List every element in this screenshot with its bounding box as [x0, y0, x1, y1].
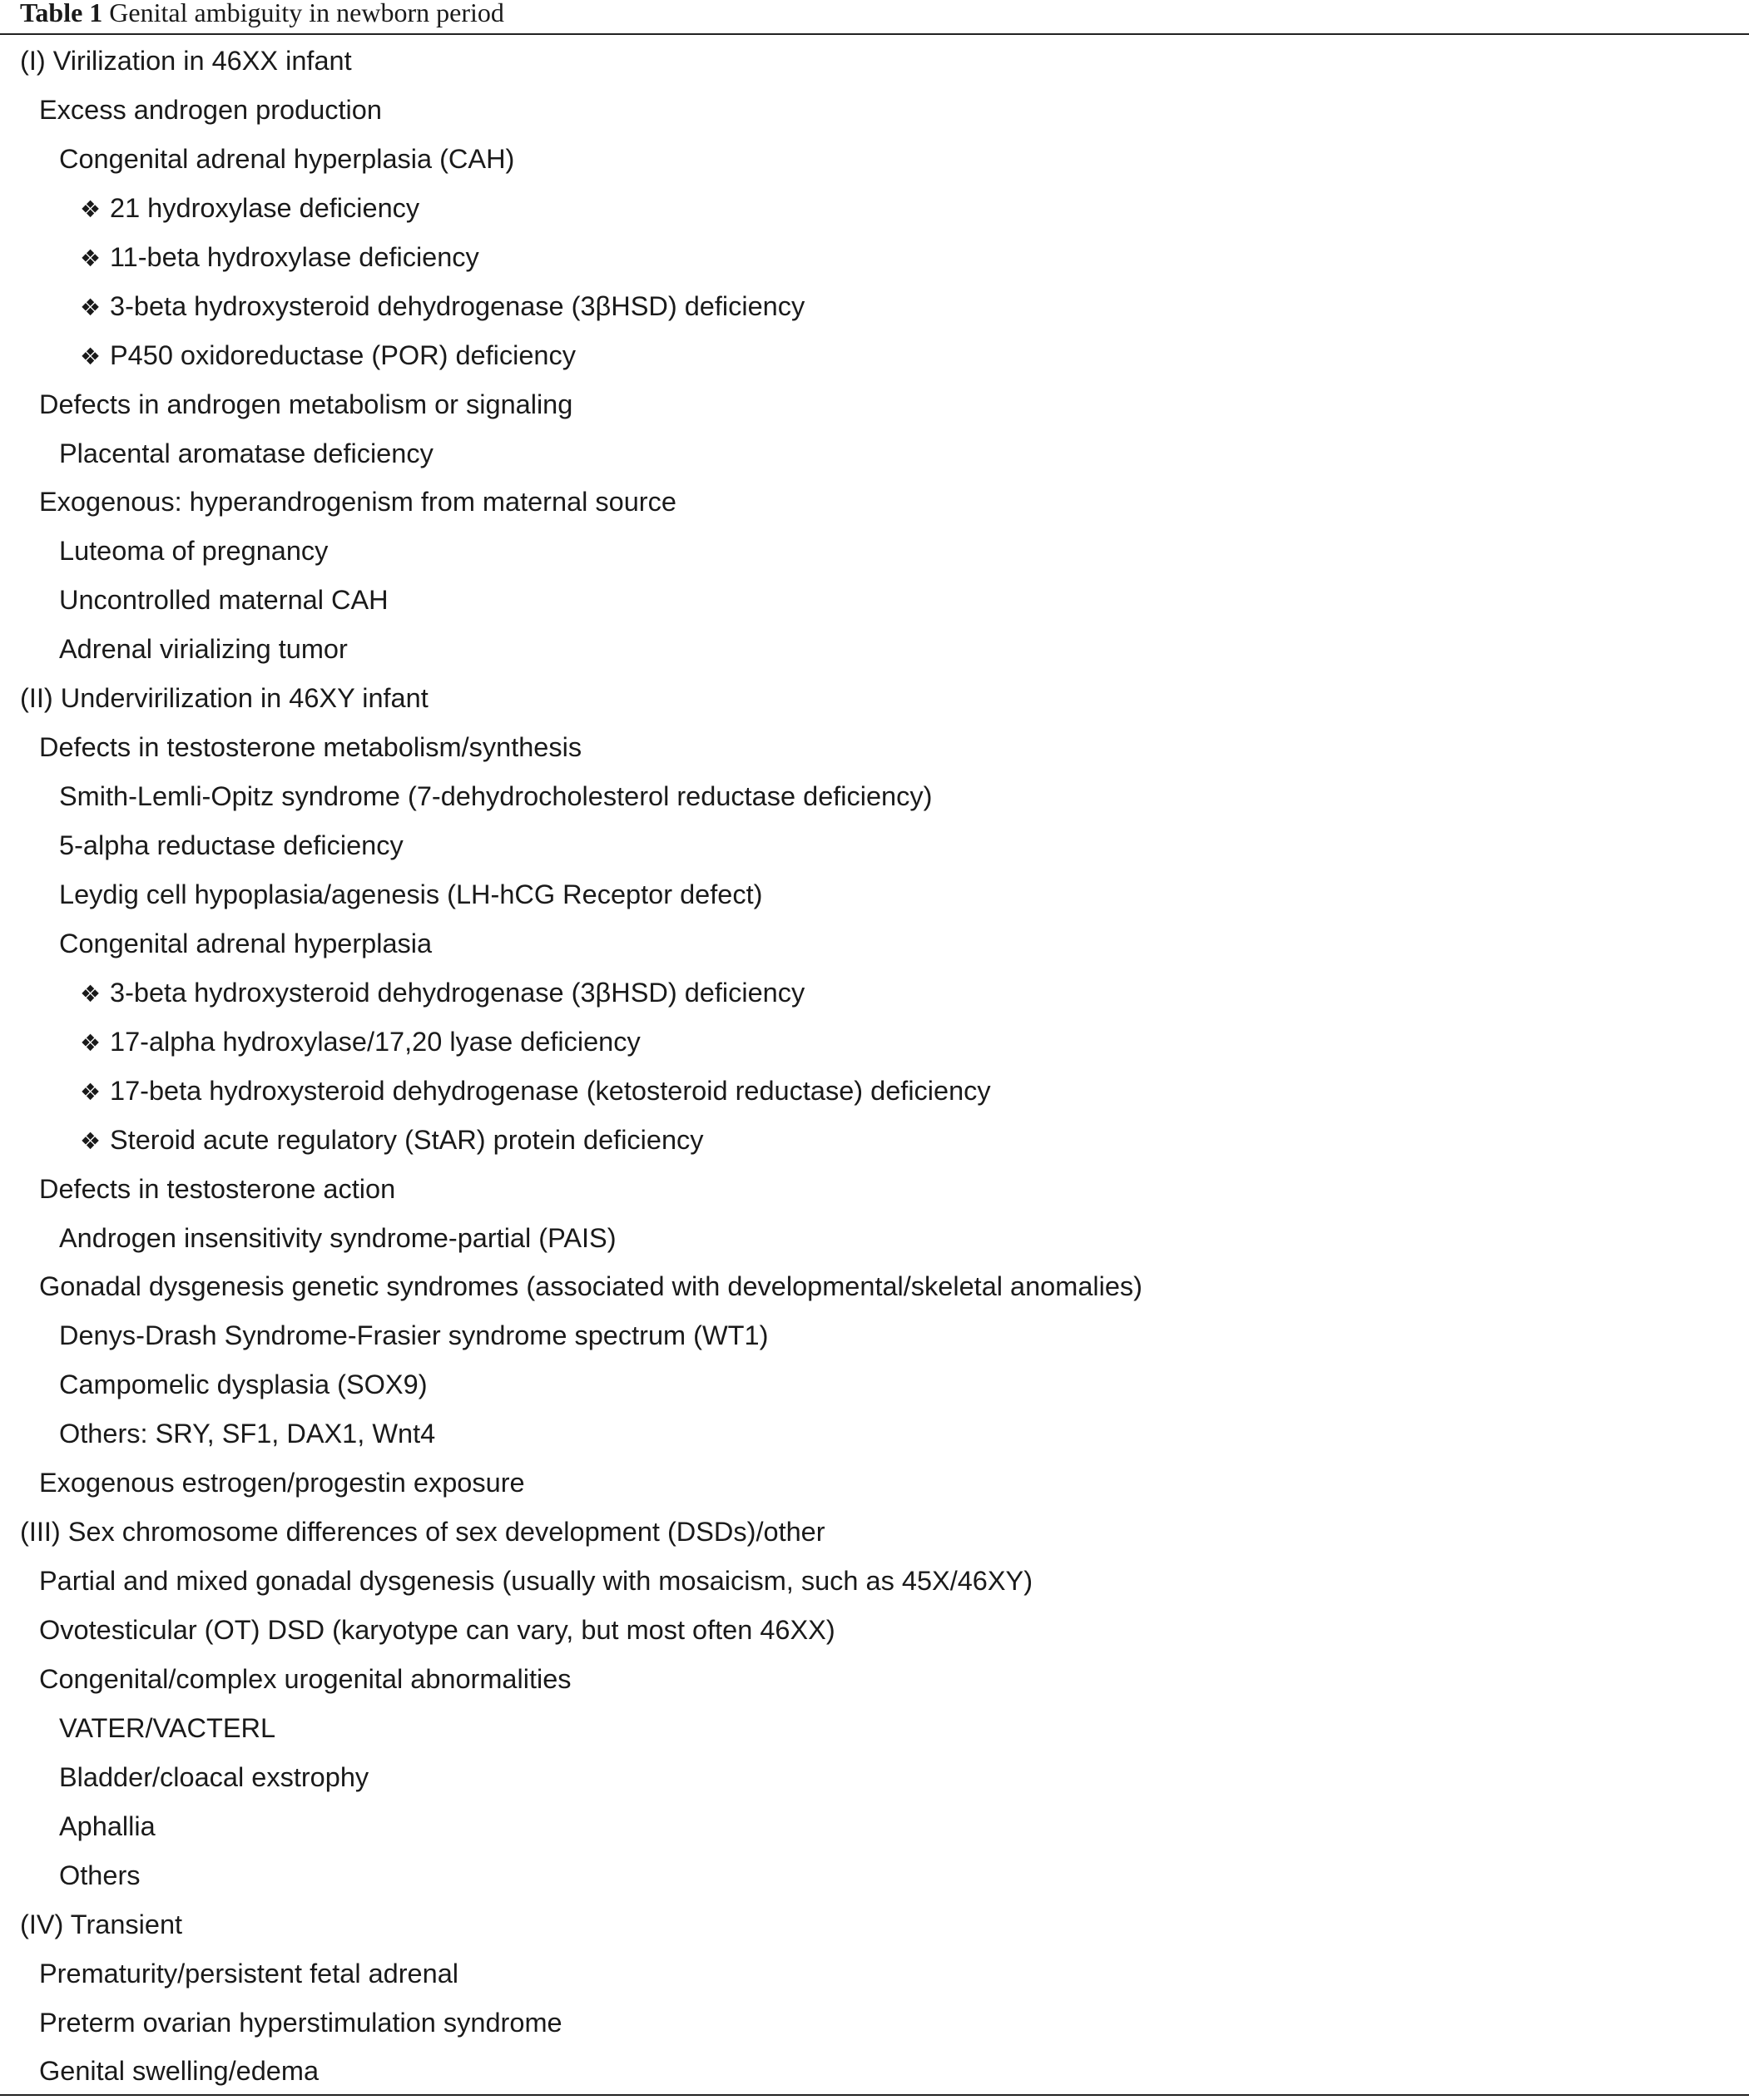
table-row [0, 1802, 1749, 1851]
table-row [0, 1165, 1749, 1214]
table-row-text: Luteoma of pregnancy [59, 536, 329, 567]
table-row-text: Prematurity/persistent fetal adrenal [39, 1958, 458, 1989]
table-row-bullet [0, 1018, 1749, 1067]
table-row-text: Defects in androgen metabolism or signaling [39, 389, 573, 419]
table-row [0, 919, 1749, 968]
diamond-bullet-icon: ❖ [80, 1077, 102, 1106]
table-row [0, 135, 1749, 184]
table-row [0, 380, 1749, 429]
table-row-text: 17-beta hydroxysteroid dehydrogenase (ketosteroid reductase) deficiency [110, 1075, 991, 1106]
table-row-text: Bladder/cloacal exstrophy [59, 1761, 369, 1792]
table-row-text: Preterm ovarian hyperstimulation syndrome [39, 2007, 562, 2038]
table-row-text: Ovotesticular (OT) DSD (karyotype can vary, but most often 46XX) [39, 1615, 835, 1645]
table-row [0, 86, 1749, 135]
table-row-text: Placental aromatase deficiency [59, 438, 434, 468]
table-row [0, 1606, 1749, 1655]
table-row-bullet [0, 331, 1749, 380]
diamond-bullet-icon: ❖ [80, 244, 102, 272]
table-row-text: Excess androgen production [39, 94, 382, 125]
table-row-bullet [0, 1116, 1749, 1165]
table-row-text: Partial and mixed gonadal dysgenesis (usually with mosaicism, such as 45X/46XY) [39, 1566, 1033, 1597]
diamond-bullet-icon: ❖ [80, 1127, 102, 1155]
diamond-bullet-icon: ❖ [80, 342, 102, 370]
table-row [0, 625, 1749, 674]
table-row-text: 17-alpha hydroxylase/17,20 lyase deficiency [110, 1026, 641, 1057]
diamond-bullet-icon: ❖ [80, 979, 102, 1008]
table-row-bullet [0, 1067, 1749, 1116]
table-row [0, 1311, 1749, 1360]
table-row [0, 1262, 1749, 1311]
table-row-text: Defects in testosterone metabolism/synthesis [39, 732, 582, 763]
table-row-text: 3-beta hydroxysteroid dehydrogenase (3βHSD) deficiency [110, 977, 805, 1008]
table-row-text: Androgen insensitivity syndrome-partial (PAIS) [59, 1222, 617, 1253]
table-row [0, 1900, 1749, 1949]
table-row-text: Adrenal virializing tumor [59, 634, 348, 665]
table-row [0, 772, 1749, 821]
table-row [0, 527, 1749, 576]
table-row [0, 1557, 1749, 1606]
diamond-bullet-icon: ❖ [80, 1028, 102, 1057]
table-row [0, 1704, 1749, 1753]
table-row [0, 1360, 1749, 1409]
table-body [0, 37, 1749, 2096]
table-row [0, 870, 1749, 919]
table-row-text: Smith-Lemli-Opitz syndrome (7-dehydrocholesterol reductase deficiency) [59, 781, 933, 812]
table-row-text: 21 hydroxylase deficiency [110, 192, 420, 223]
diamond-bullet-icon: ❖ [80, 293, 102, 321]
table-row [0, 1459, 1749, 1508]
table-row-text: Defects in testosterone action [39, 1173, 396, 1204]
table-row [0, 1949, 1749, 1998]
table-row [0, 37, 1749, 86]
table-row [0, 821, 1749, 870]
table-row [0, 1851, 1749, 1900]
diamond-bullet-icon: ❖ [80, 195, 102, 223]
table-row [0, 576, 1749, 625]
table-row [0, 2047, 1749, 2096]
table-row-text: P450 oxidoreductase (POR) deficiency [110, 339, 577, 370]
table-row-text: Genital swelling/edema [39, 2056, 320, 2087]
table-row-text: Others: SRY, SF1, DAX1, Wnt4 [59, 1419, 436, 1449]
table-row [0, 1753, 1749, 1802]
table-row [0, 1409, 1749, 1459]
table-row-text: Congenital/complex urogenital abnormalities [39, 1663, 572, 1694]
table-row [0, 1655, 1749, 1704]
table-row-text: Campomelic dysplasia (SOX9) [59, 1369, 428, 1400]
table-row-text: Denys-Drash Syndrome-Frasier syndrome spectrum (WT1) [59, 1320, 769, 1351]
table-row-text: Exogenous: hyperandrogenism from maternal source [39, 487, 676, 518]
table-caption [20, 0, 504, 30]
table-caption-title: Genital ambiguity in newborn period [109, 0, 504, 27]
table-row-text: Congenital adrenal hyperplasia [59, 928, 433, 958]
table-row-text: 11-beta hydroxylase deficiency [110, 241, 479, 272]
table-row-bullet [0, 233, 1749, 282]
table-row [0, 723, 1749, 772]
table-row [0, 429, 1749, 478]
table-row-text: (IV) Transient [20, 1909, 183, 1939]
table-row-text: Exogenous estrogen/progestin exposure [39, 1468, 525, 1498]
table-row [0, 1998, 1749, 2048]
table-row [0, 478, 1749, 527]
table-row-text: Congenital adrenal hyperplasia (CAH) [59, 143, 515, 174]
table-row-text: (III) Sex chromosome differences of sex development (DSDs)/other [20, 1517, 825, 1548]
table-row-text: 5-alpha reductase deficiency [59, 830, 404, 860]
table-caption-label: Table 1 [20, 0, 103, 27]
table-row-bullet [0, 282, 1749, 331]
table-row-text: (II) Undervirilization in 46XY infant [20, 683, 429, 714]
table-top-rule [0, 33, 1749, 35]
table-row-bullet [0, 184, 1749, 233]
table-row-text: (I) Virilization in 46XX infant [20, 46, 352, 76]
table-row-text: Aphallia [59, 1810, 156, 1841]
table-row-text: VATER/VACTERL [59, 1712, 276, 1743]
table-row-text: Leydig cell hypoplasia/agenesis (LH-hCG Receptor defect) [59, 879, 763, 909]
table-row-text: 3-beta hydroxysteroid dehydrogenase (3βHSD) deficiency [110, 290, 805, 321]
table-row [0, 1508, 1749, 1557]
table-row-text: Uncontrolled maternal CAH [59, 585, 389, 616]
table-bottom-rule [0, 2094, 1749, 2096]
table-row-text: Gonadal dysgenesis genetic syndromes (associated with developmental/skeletal anomalies) [39, 1271, 1142, 1302]
table-row-text: Others [59, 1860, 141, 1890]
table-row-text: Steroid acute regulatory (StAR) protein deficiency [110, 1124, 704, 1155]
table-row-bullet [0, 968, 1749, 1018]
table-row [0, 674, 1749, 723]
table-row [0, 1214, 1749, 1263]
